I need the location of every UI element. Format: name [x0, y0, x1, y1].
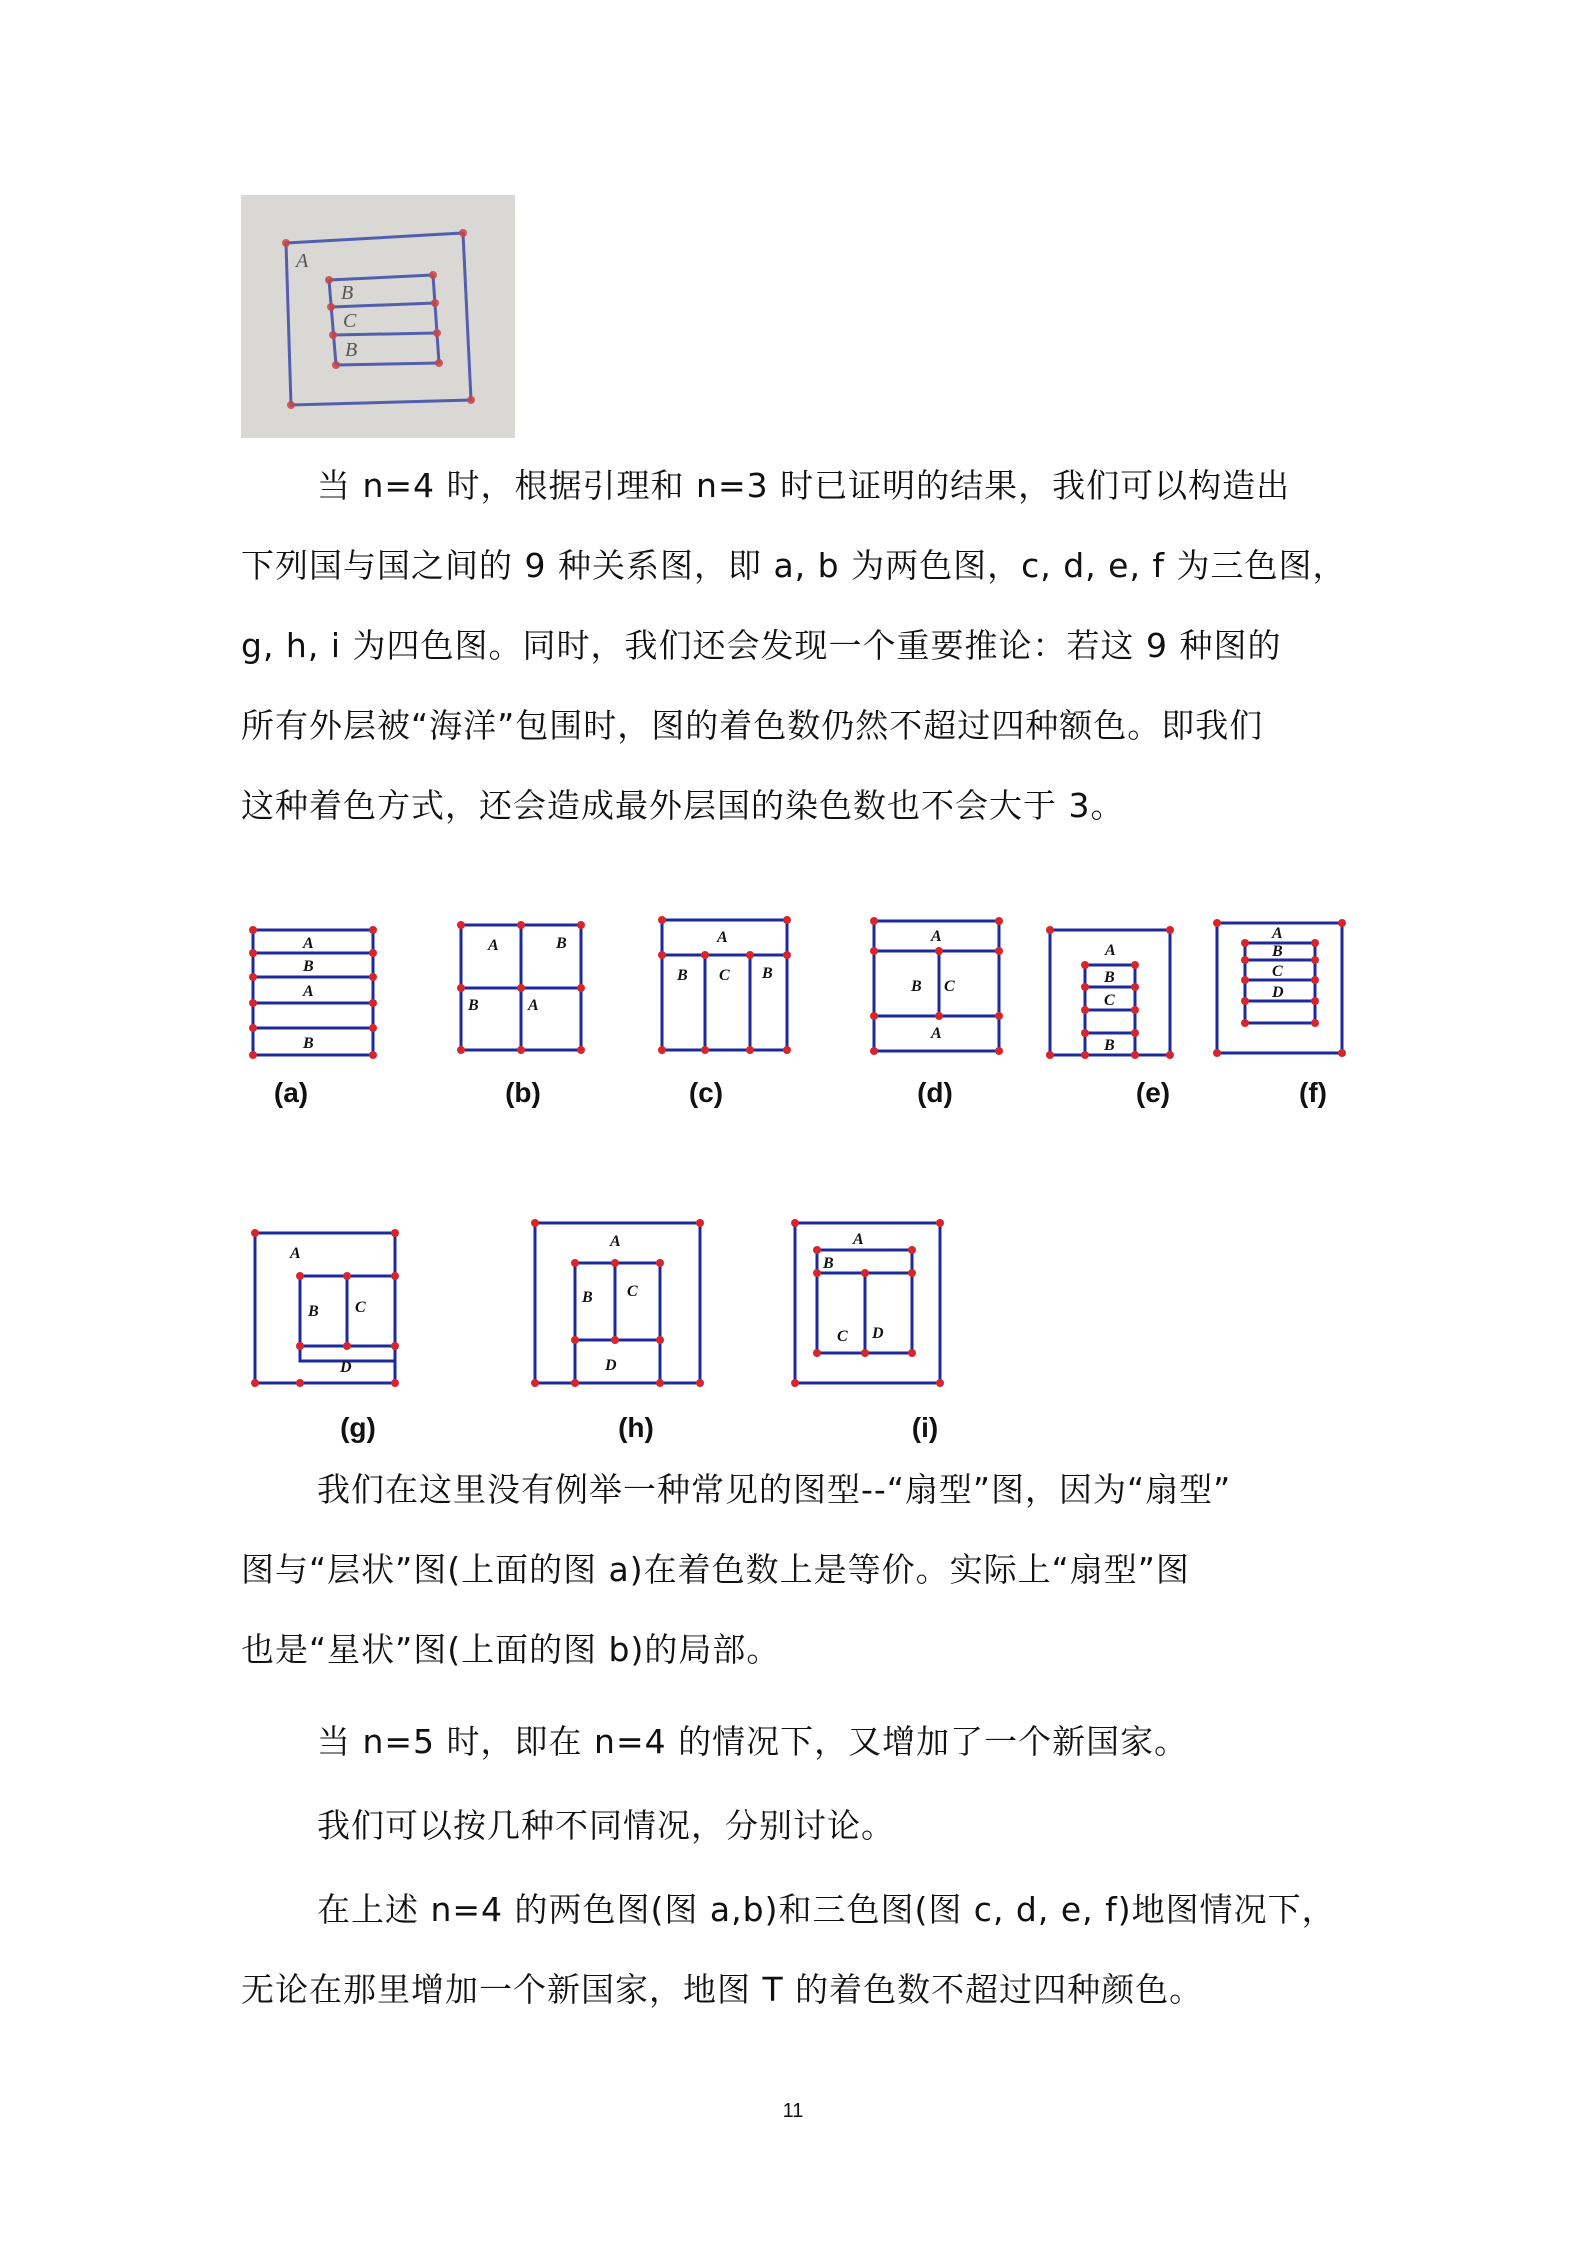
region-label: A: [303, 935, 314, 952]
photo-figure: [241, 195, 515, 438]
figure-caption: (b): [505, 1077, 541, 1108]
region-label: B: [1272, 943, 1283, 960]
region-label: C: [1104, 992, 1115, 1009]
region-label: D: [605, 1357, 617, 1374]
region-label: B: [1104, 969, 1115, 986]
region-label: A: [717, 929, 728, 946]
figure-caption: (g): [340, 1412, 376, 1443]
photo-label: C: [343, 310, 357, 332]
paragraph-2: [241, 1450, 1351, 1690]
text-line: 所有外层被“海洋”包围时，图的着色数仍然不超过四种额色。即我们: [241, 706, 1264, 745]
paragraph-5: [241, 1870, 1351, 2030]
figure-caption: (a): [273, 1077, 309, 1108]
region-label: C: [837, 1328, 848, 1345]
figure-f: [1212, 918, 1347, 1058]
photo-diagram: [241, 195, 515, 438]
photo-label: A: [296, 250, 309, 272]
region-label: A: [1105, 942, 1116, 959]
figure-c: [657, 915, 792, 1055]
figure-caption: (d): [917, 1077, 953, 1108]
text-line: 无论在那里增加一个新国家，地图 T 的着色数不超过四种颜色。: [241, 1970, 1204, 2009]
figure-h: [530, 1218, 705, 1388]
region-label: A: [488, 937, 499, 954]
region-label: A: [303, 983, 314, 1000]
photo-label: B: [341, 282, 354, 304]
text-line: 也是“星状”图(上面的图 b)的局部。: [241, 1630, 781, 1669]
figure-d: [869, 916, 1004, 1056]
region-label: B: [823, 1255, 834, 1272]
figure-caption: (i): [911, 1412, 939, 1443]
region-label: C: [944, 978, 955, 995]
region-label: A: [528, 997, 539, 1014]
region-label: B: [762, 965, 773, 982]
text-line: 这种着色方式，还会造成最外层国的染色数也不会大于 3。: [241, 786, 1125, 825]
text-line: 我们在这里没有例举一种常见的图型--“扇型”图，因为“扇型”: [317, 1470, 1232, 1509]
text-line: 图与“层状”图(上面的图 a)在着色数上是等价。实际上“扇型”图: [241, 1550, 1190, 1589]
region-label: D: [872, 1325, 884, 1342]
text-line: 当 n=4 时，根据引理和 n=3 时已证明的结果，我们可以构造出: [317, 466, 1291, 505]
region-label: B: [677, 967, 688, 984]
region-label: C: [719, 967, 730, 984]
photo-label: B: [345, 339, 358, 361]
region-label: B: [303, 1035, 314, 1052]
region-label: B: [556, 935, 567, 952]
region-label: A: [1272, 925, 1283, 942]
region-label: C: [355, 1299, 366, 1316]
figure-b: [456, 920, 586, 1055]
figure-e: [1045, 925, 1175, 1060]
region-label: B: [468, 997, 479, 1014]
text-line: 当 n=5 时，即在 n=4 的情况下，又增加了一个新国家。: [317, 1722, 1189, 1761]
region-label: C: [1272, 963, 1283, 980]
region-label: B: [582, 1289, 593, 1306]
text-line: 我们可以按几种不同情况，分别讨论。: [317, 1806, 895, 1845]
figure-a: [248, 925, 378, 1060]
paragraph-4: [241, 1786, 1351, 1866]
region-label: A: [931, 928, 942, 945]
figure-caption: (f): [1299, 1077, 1327, 1108]
paragraph-1: [241, 446, 1351, 846]
region-label: A: [610, 1233, 621, 1250]
text-line: 在上述 n=4 的两色图(图 a,b)和三色图(图 c, d, e, f)地图情况下，: [317, 1890, 1336, 1929]
region-label: B: [303, 958, 314, 975]
region-label: B: [308, 1303, 319, 1320]
region-label: D: [1272, 984, 1284, 1001]
region-label: B: [1104, 1037, 1115, 1054]
text-line: g, h, i 为四色图。同时，我们还会发现一个重要推论：若这 9 种图的: [241, 626, 1282, 665]
paragraph-3: [241, 1702, 1351, 1782]
region-label: A: [290, 1245, 301, 1262]
region-label: D: [340, 1359, 352, 1376]
region-label: C: [627, 1283, 638, 1300]
figure-caption: (e): [1135, 1077, 1171, 1108]
figure-caption: (c): [688, 1077, 724, 1108]
page-number: 11: [782, 2100, 804, 2122]
text-line: 下列国与国之间的 9 种关系图，即 a, b 为两色图，c, d, e, f 为三色图，: [241, 546, 1347, 585]
region-label: B: [911, 978, 922, 995]
figure-g: [250, 1228, 400, 1388]
figure-caption: (h): [618, 1412, 654, 1443]
region-label: A: [931, 1025, 942, 1042]
figure-i: [790, 1218, 945, 1388]
region-label: A: [853, 1231, 864, 1248]
